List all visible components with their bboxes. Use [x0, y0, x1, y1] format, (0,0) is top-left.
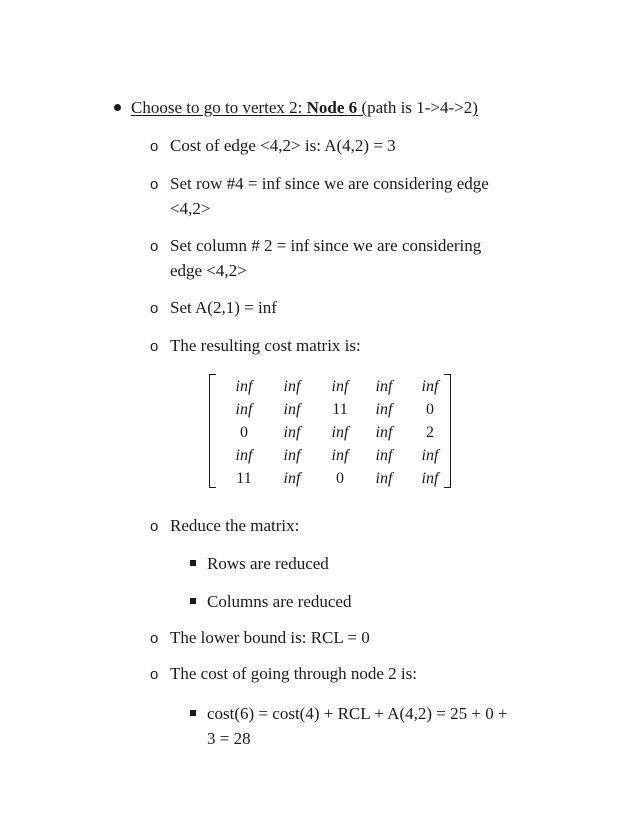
- matrix-cell: inf: [283, 470, 301, 487]
- matrix-cell: inf: [421, 378, 439, 395]
- matrix-cell: inf: [375, 378, 393, 395]
- matrix-cell: 0: [336, 470, 344, 487]
- item-cost-through: The cost of going through node 2 is:: [170, 664, 417, 683]
- matrix-cell: inf: [375, 424, 393, 441]
- circle-bullet-icon: o: [150, 666, 159, 683]
- item-cost6-line2: 3 = 28: [207, 729, 251, 748]
- item-cols-reduced: Columns are reduced: [207, 592, 352, 611]
- item-cost-edge: Cost of edge <4,2> is: A(4,2) = 3: [170, 136, 396, 155]
- item-set-col-line2: edge <4,2>: [170, 261, 247, 280]
- bullet-dot-icon: [114, 104, 121, 111]
- matrix-bracket-left: [209, 374, 216, 488]
- matrix-cell: inf: [375, 447, 393, 464]
- paren-close: ): [472, 98, 478, 117]
- square-bullet-icon: [190, 560, 196, 566]
- item-cost6-line1: cost(6) = cost(4) + RCL + A(4,2) = 25 + 0 +: [207, 704, 508, 723]
- node-label: Node 6: [306, 98, 358, 117]
- matrix-cell: 2: [426, 424, 434, 441]
- circle-bullet-icon: o: [150, 300, 159, 317]
- matrix-cell: inf: [421, 470, 439, 487]
- matrix-cell: inf: [283, 378, 301, 395]
- path-text: path is 1->4->2: [367, 98, 473, 117]
- matrix-cell: inf: [331, 378, 349, 395]
- item-reduce: Reduce the matrix:: [170, 516, 300, 535]
- circle-bullet-icon: o: [150, 338, 159, 355]
- circle-bullet-icon: o: [150, 518, 159, 535]
- main-prefix: Choose to go to vertex 2:: [131, 98, 307, 117]
- item-set-row-line1: Set row #4 = inf since we are considering edge: [170, 174, 489, 193]
- item-rows-reduced: Rows are reduced: [207, 554, 329, 573]
- matrix-cell: inf: [421, 447, 439, 464]
- matrix-cell: inf: [283, 447, 301, 464]
- matrix-cell: inf: [375, 470, 393, 487]
- matrix-cell: inf: [331, 424, 349, 441]
- matrix-cell: 0: [426, 401, 434, 418]
- matrix-cell: inf: [235, 401, 253, 418]
- matrix-cell: 11: [236, 470, 252, 487]
- square-bullet-icon: [190, 710, 196, 716]
- matrix-cell: 11: [332, 401, 348, 418]
- square-bullet-icon: [190, 598, 196, 604]
- matrix-cell: 0: [240, 424, 248, 441]
- item-set-col-line1: Set column # 2 = inf since we are considering: [170, 236, 482, 255]
- item-set-a21: Set A(2,1) = inf: [170, 298, 277, 317]
- item-set-row-line2: <4,2>: [170, 199, 211, 218]
- main-bullet-text: [131, 97, 478, 119]
- matrix-cell: inf: [283, 424, 301, 441]
- matrix-cell: inf: [235, 447, 253, 464]
- circle-bullet-icon: o: [150, 630, 159, 647]
- item-lower-bound: The lower bound is: RCL = 0: [170, 628, 370, 647]
- matrix-cell: inf: [331, 447, 349, 464]
- matrix-cell: inf: [375, 401, 393, 418]
- paren-open: (: [361, 98, 368, 117]
- circle-bullet-icon: o: [150, 238, 159, 255]
- item-resulting: The resulting cost matrix is:: [170, 336, 361, 355]
- circle-bullet-icon: o: [150, 176, 159, 193]
- matrix-cell: inf: [283, 401, 301, 418]
- circle-bullet-icon: o: [150, 138, 159, 155]
- cost-matrix: [209, 374, 451, 486]
- matrix-cell: inf: [235, 378, 253, 395]
